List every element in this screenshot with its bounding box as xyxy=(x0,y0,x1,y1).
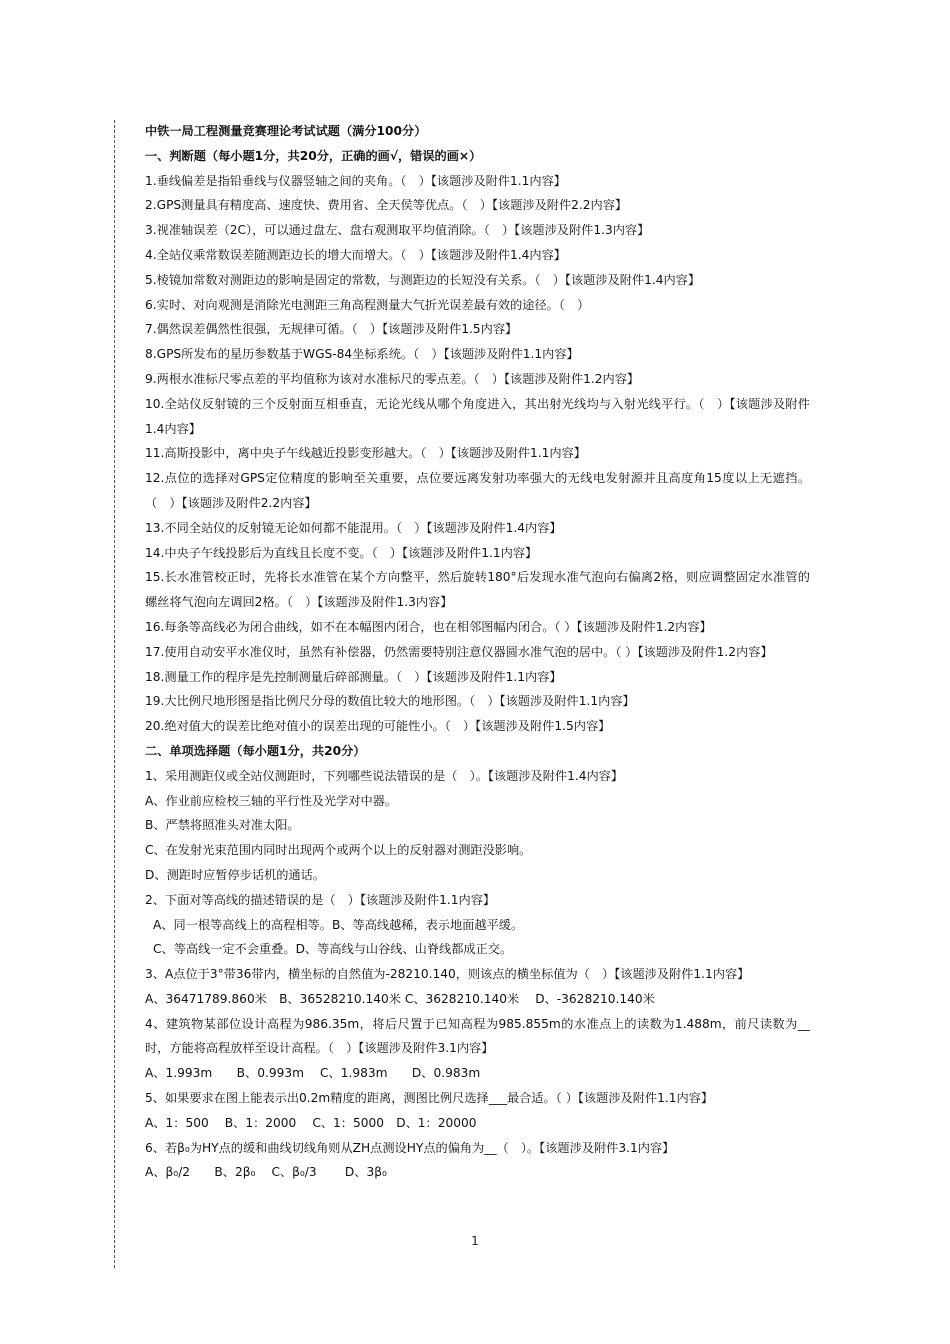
text-line: A、作业前应检校三轴的平行性及光学对中器。 xyxy=(145,793,398,808)
text-line: B、严禁将照准头对准太阳。 xyxy=(145,818,300,833)
text-line: A、同一根等高线上的高程相等。B、等高线越稀，表示地面越平缓。 xyxy=(153,917,524,932)
section-heading: 二、单项选择题（每小题1分，共20分） xyxy=(145,743,366,758)
text-line: A、β₀/2 B、2β₀ C、β₀/3 D、3β₀ xyxy=(145,1165,387,1180)
text-line: 6、若β₀为HY点的缓和曲线切线角则从ZH点测设HY点的偏角为__（ ）。【该题涉及附件3.1内容】 xyxy=(145,1140,675,1155)
text-line: 4、建筑物某部位设计高程为986.35m，将后尺置于已知高程为985.855m的水准点上的读数为1.488m，前尺读数为__时，方能将高程放样至设计高程。（ ）【该题涉及附件3.1内容】 xyxy=(145,1016,810,1056)
text-line: A、1：500 B、1：2000 C、1：5000 D、1：20000 xyxy=(145,1115,477,1130)
text-line: 13.不同全站仪的反射镜无论如何都不能混用。（ ）【该题涉及附件1.4内容】 xyxy=(145,520,562,535)
document-body xyxy=(145,119,810,1185)
text-line: 1、采用测距仪或全站仪测距时，下列哪些说法错误的是（ ）。【该题涉及附件1.4内容】 xyxy=(145,768,624,783)
text-line: 3、A点位于3°带36带内，横坐标的自然值为-28210.140，则该点的横坐标值为（ ）【该题涉及附件1.1内容】 xyxy=(145,967,750,982)
text-line: 10.全站仪反射镜的三个反射面互相垂直，无论光线从哪个角度进入，其出射光线均与入射光线平行。（ ）【该题涉及附件1.4内容】 xyxy=(145,396,810,436)
binding-margin-line xyxy=(114,120,115,1268)
text-line: 18.测量工作的程序是先控制测量后碎部测量。（ ）【该题涉及附件1.1内容】 xyxy=(145,669,562,684)
text-line: 14.中央子午线投影后为直线且长度不变。（ ）【该题涉及附件1.1内容】 xyxy=(145,545,538,560)
page-number: 1 xyxy=(471,1234,479,1248)
text-line: 11.高斯投影中，离中央子午线越近投影变形越大。（ ）【该题涉及附件1.1内容】 xyxy=(145,446,586,461)
text-line: 4.全站仪乘常数误差随测距边长的增大而增大。（ ）【该题涉及附件1.4内容】 xyxy=(145,247,566,262)
text-line: 5.棱镜加常数对测距边的影响是固定的常数，与测距边的长短没有关系。（ ）【该题涉及附件1.4内容】 xyxy=(145,272,701,287)
text-line: D、测距时应暂停步话机的通话。 xyxy=(145,867,326,882)
text-line: 9.两根水准标尺零点差的平均值称为该对水准标尺的零点差。（ ）【该题涉及附件1.2内容】 xyxy=(145,371,640,386)
text-line: 2.GPS测量具有精度高、速度快、费用省、全天侯等优点。（ ）【该题涉及附件2.2内容】 xyxy=(145,198,628,213)
text-line: 2、下面对等高线的描述错误的是（ ）【该题涉及附件1.1内容】 xyxy=(145,892,496,907)
text-line: 16.每条等高线必为闭合曲线，如不在本幅图内闭合，也在相邻图幅内闭合。（ ）【该题涉及附件1.2内容】 xyxy=(145,619,712,634)
text-line: C、在发射光束范围内同时出现两个或两个以上的反射器对测距没影响。 xyxy=(145,843,532,858)
text-line: 3.视准轴误差（2C），可以通过盘左、盘右观测取平均值消除。（ ）【该题涉及附件1.3内容】 xyxy=(145,223,650,238)
text-line: 7.偶然误差偶然性很强，无规律可循。（ ）【该题涉及附件1.5内容】 xyxy=(145,322,518,337)
text-line: 19.大比例尺地形图是指比例尺分母的数值比较大的地形图。（ ）【该题涉及附件1.1内容】 xyxy=(145,694,635,709)
text-line: 8.GPS所发布的星历参数基于WGS-84坐标系统。（ ）【该题涉及附件1.1内容】 xyxy=(145,347,579,362)
section-heading: 一、判断题（每小题1分，共20分，正确的画√，错误的画×） xyxy=(145,148,482,163)
text-line: 1.垂线偏差是指铅垂线与仪器竖轴之间的夹角。（ ）【该题涉及附件1.1内容】 xyxy=(145,173,566,188)
text-line: 20.绝对值大的误差比绝对值小的误差出现的可能性小。（ ）【该题涉及附件1.5内容】 xyxy=(145,719,611,734)
text-line: 15.长水准管校正时，先将长水准管在某个方向整平，然后旋转180°后发现水准气泡向右偏离2格，则应调整固定水准管的螺丝将气泡向左调回2格。（ ）【该题涉及附件1.3内容】 xyxy=(145,570,810,610)
text-line: 6.实时、对向观测是消除光电测距三角高程测量大气折光误差最有效的途径。（ ） xyxy=(145,297,590,312)
text-line: C、等高线一定不会重叠。D、等高线与山谷线、山脊线都成正交。 xyxy=(153,942,513,957)
text-line: A、36471789.860米 B、36528210.140米 C、3628210.140米 D、-3628210.140米 xyxy=(145,991,655,1006)
section-heading: 中铁一局工程测量竞赛理论考试试题（满分100分） xyxy=(145,124,427,138)
text-line: A、1.993m B、0.993m C、1.983m D、0.983m xyxy=(145,1066,481,1081)
text-line: 12.点位的选择对GPS定位精度的影响至关重要，点位要远离发射功率强大的无线电发射源并且高度角15度以上无遮挡。（ ）【该题涉及附件2.2内容】 xyxy=(145,471,810,510)
text-line: 17.使用自动安平水准仪时，虽然有补偿器，仍然需要特别注意仪器圆水准气泡的居中。（ ）【该题涉及附件1.2内容】 xyxy=(145,644,773,659)
text-line: 5、如果要求在图上能表示出0.2m精度的距离，测图比例尺选择___最合适。（ ）【该题涉及附件1.1内容】 xyxy=(145,1091,714,1106)
